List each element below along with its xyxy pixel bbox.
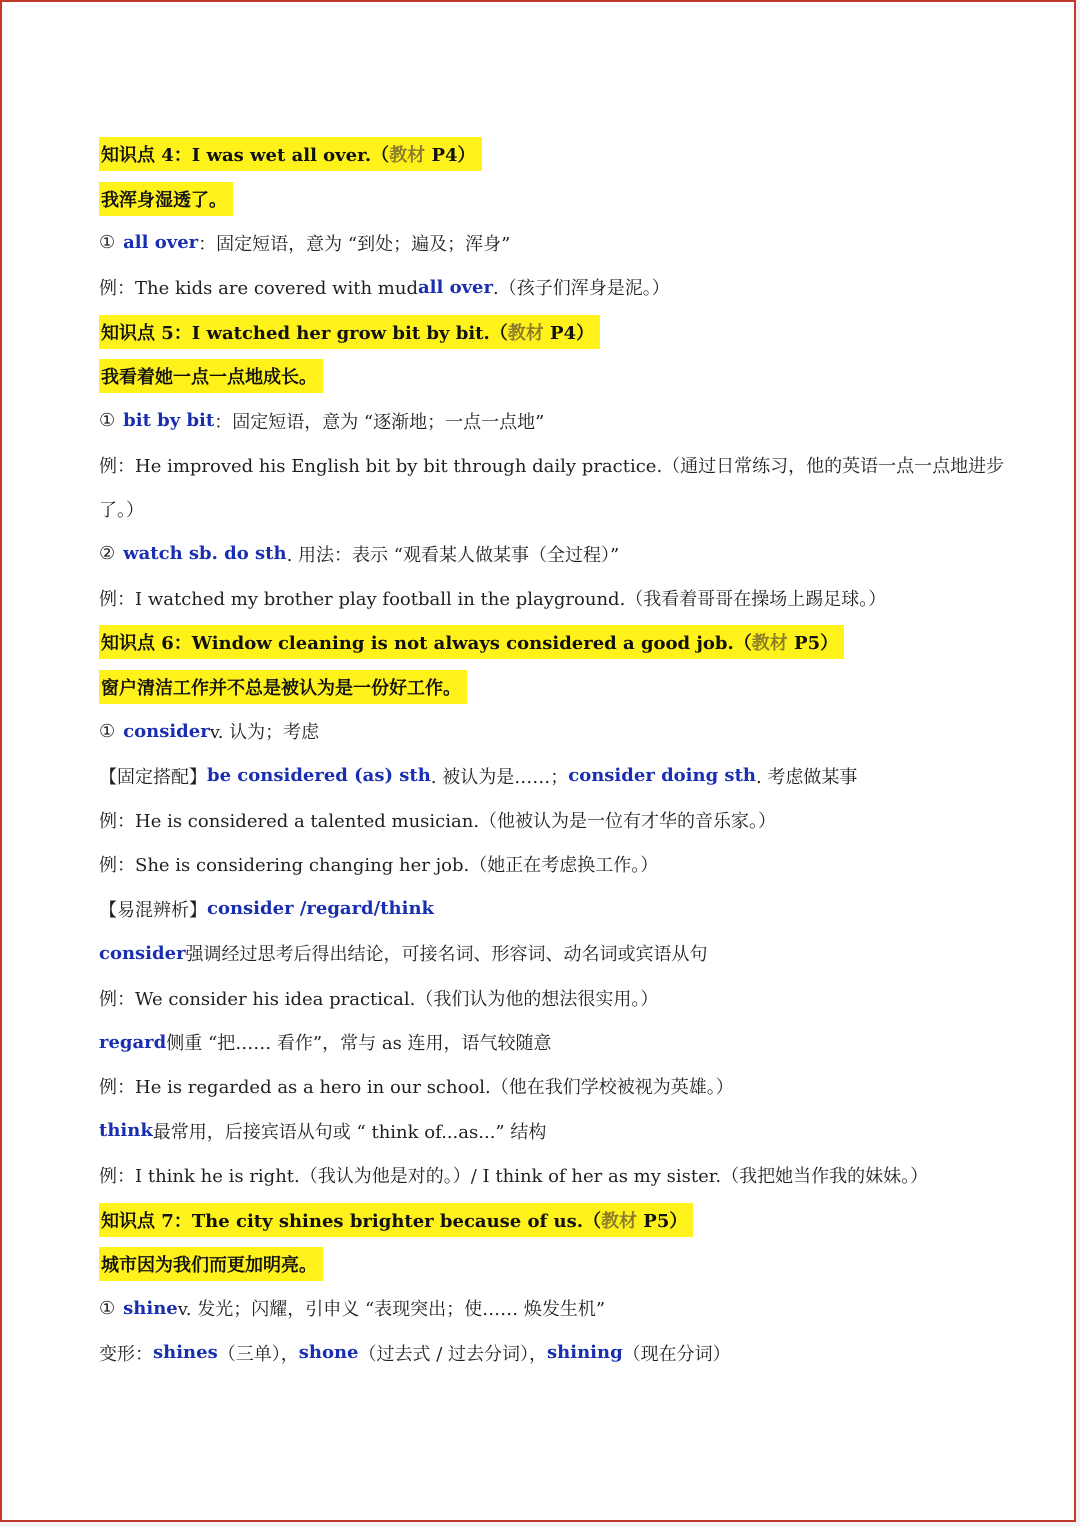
kp6-translation-line (99, 665, 979, 709)
item-number: ② (99, 543, 116, 565)
kp5-translation: 我看着她一点一点地成长。 (99, 359, 323, 393)
kp5-translation-line (99, 354, 979, 398)
example-text: 例：He is considered a talented musician.（他被认为是一位有才华的音乐家。） (99, 811, 777, 833)
kp6-example2 (99, 842, 979, 886)
item-text: （过去式 / 过去分词）， (358, 1343, 548, 1365)
kp4-title-line (99, 132, 979, 176)
example-text: 例：We consider his idea practical.（我们认为他的想法很实用。） (99, 988, 659, 1010)
kp6-title-line (99, 620, 979, 664)
kp7-title (99, 1203, 693, 1237)
textbook-label: 教材 (601, 1210, 638, 1232)
item-text: （三单）， (217, 1343, 299, 1365)
example-text: 例：I think he is right.（我认为他是对的。）/ I think of her as my sister.（我把她当作我的妹妹。） (99, 1166, 929, 1188)
item-number: ① (99, 232, 116, 254)
example-text: 例：The kids are covered with mud (99, 278, 418, 300)
item-text: ：固定短语，意为 “到处；遍及；浑身” (198, 233, 511, 255)
kp6-think-example (99, 1153, 979, 1197)
keyword: think (99, 1120, 153, 1142)
example-text: 例：She is considering changing her job.（她正在考虑换工作。） (99, 855, 659, 877)
example-text: 例：I watched my brother play football in the playground.（我看着哥哥在操场上踢足球。） (99, 589, 887, 611)
keyword: consider /regard/think (207, 898, 435, 920)
page-ref: P4） (425, 145, 476, 167)
item-text: （现在分词） (622, 1343, 731, 1365)
kp6-phrase (99, 753, 979, 797)
item-number: ① (99, 410, 116, 432)
kp5-example2 (99, 576, 979, 620)
textbook-label: 教材 (389, 145, 426, 167)
kp5-item1 (99, 398, 979, 442)
item-text: 强调经过思考后得出结论，可接名词、形容词、动名词或宾语从句 (185, 944, 708, 966)
textbook-label: 教材 (751, 633, 788, 655)
keyword: consider (99, 942, 186, 964)
kp6-example1 (99, 798, 979, 842)
keyword: regard (99, 1031, 167, 1053)
item-text: v. 发光；闪耀，引申义 “表现突出；使…… 焕发生机” (177, 1299, 606, 1321)
kp6-regard-example (99, 1064, 979, 1108)
item-text: 侧重 “把…… 看作”，常与 as 连用，语气较随意 (166, 1033, 552, 1054)
forms-label: 变形： (99, 1343, 153, 1365)
kp5-item2 (99, 532, 979, 576)
kp4-translation: 我浑身湿透了。 (99, 182, 233, 216)
kp4-title (99, 137, 482, 171)
item-number: ① (99, 1297, 116, 1319)
kp6-consider (99, 931, 979, 975)
kp4-item1 (99, 221, 979, 265)
keyword: shone (298, 1342, 359, 1364)
example-text: 例：He improved his English bit by bit through daily practice.（通过日常练习，他的英语一点一点地进步 (99, 455, 1005, 477)
kp5-example1-cont (99, 487, 979, 531)
kp6-compare (99, 887, 979, 931)
keyword: shines (153, 1342, 218, 1364)
kp6-consider-example (99, 975, 979, 1019)
page-ref: P4） (543, 322, 595, 344)
kp6-regard (99, 1020, 979, 1064)
phrase-label: 【固定搭配】 (99, 766, 207, 788)
kp7-forms (99, 1331, 979, 1375)
item-number: ① (99, 720, 116, 742)
kp6-title (99, 625, 844, 659)
keyword: all over (417, 276, 493, 298)
kp5-example1 (99, 443, 1005, 487)
page-ref: P5） (637, 1210, 688, 1232)
kp5-title-text: 知识点 5：I watched her grow bit by bit.（ (101, 322, 508, 344)
compare-label: 【易混辨析】 (99, 899, 207, 921)
kp4-translation-line (99, 176, 979, 220)
keyword: bit by bit (123, 410, 215, 432)
keyword: watch sb. do sth (123, 543, 287, 565)
keyword: all over (123, 232, 199, 254)
example-text: .（孩子们浑身是泥。） (492, 278, 670, 300)
kp7-translation-line (99, 1242, 979, 1286)
page-content (99, 132, 1005, 1375)
item-text: v. 认为；考虑 (209, 722, 320, 744)
kp6-title-text: 知识点 6：Window cleaning is not always considered a good job.（ (101, 633, 752, 655)
kp4-example (99, 265, 979, 309)
kp6-item1 (99, 709, 979, 753)
page-ref: P5） (787, 633, 839, 655)
item-text: ：固定短语，意为 “逐渐地；一点一点地” (214, 411, 545, 433)
item-text: 最常用，后接宾语从句或 “ think of...as...” 结构 (152, 1121, 547, 1143)
example-text: 例：He is regarded as a hero in our school.（他在我们学校被视为英雄。） (99, 1077, 734, 1099)
item-text: . 考虑做某事 (755, 766, 858, 788)
kp7-title-text: 知识点 7：The city shines brighter because of us.（ (101, 1210, 602, 1232)
kp6-translation: 窗户清洁工作并不总是被认为是一份好工作。 (99, 670, 467, 704)
kp7-title-line (99, 1197, 979, 1241)
keyword: consider doing sth (568, 765, 756, 787)
textbook-label: 教材 (507, 322, 544, 344)
kp7-translation: 城市因为我们而更加明亮。 (99, 1247, 323, 1281)
keyword: shine (123, 1297, 178, 1319)
example-text: 了。） (99, 500, 144, 522)
kp4-title-text: 知识点 4：I was wet all over.（ (101, 145, 390, 167)
item-text: . 被认为是……； (430, 766, 569, 788)
kp5-title-line (99, 310, 979, 354)
keyword: be considered (as) sth (207, 765, 431, 787)
keyword: shining (547, 1342, 623, 1364)
kp6-think (99, 1109, 979, 1153)
kp7-item1 (99, 1286, 979, 1330)
kp5-title (99, 315, 600, 349)
keyword: consider (123, 720, 210, 742)
item-text: . 用法：表示 “观看某人做某事（全过程）” (286, 544, 620, 566)
